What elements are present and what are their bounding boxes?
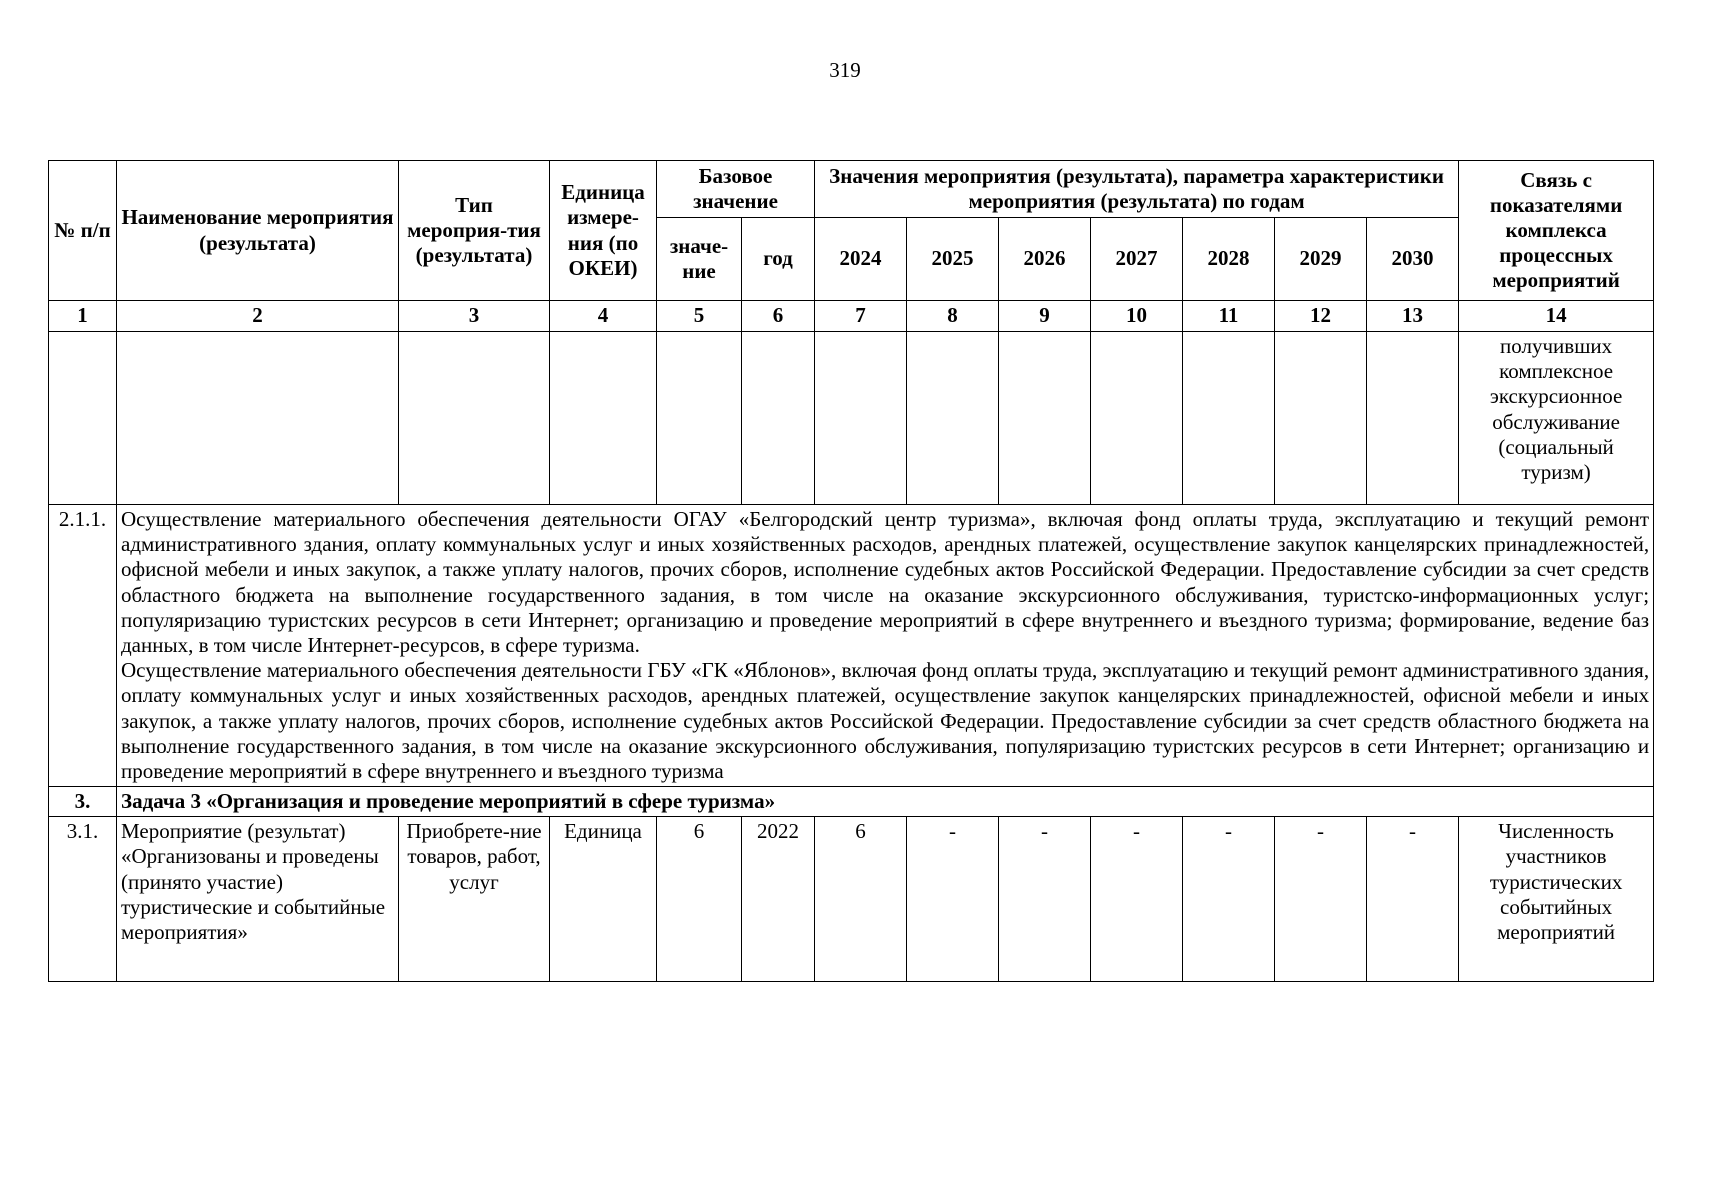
value-2029: - bbox=[1275, 817, 1367, 982]
column-number: 14 bbox=[1459, 301, 1654, 332]
header-link: Связь с показателями комплекса процессных мероприятий bbox=[1459, 161, 1654, 301]
row-description bbox=[117, 505, 1654, 787]
header-year-2030: 2030 bbox=[1367, 218, 1459, 301]
column-number: 4 bbox=[550, 301, 657, 332]
row-number: 2.1.1. bbox=[49, 505, 117, 787]
row-task-3 bbox=[49, 787, 1654, 817]
page-number: 319 bbox=[829, 58, 861, 82]
value-2028: - bbox=[1183, 817, 1275, 982]
description-paragraph-2: Осуществление материального обеспечения деятельности ГБУ «ГК «Яблонов», включая фонд оплаты труда, эксплуатацию и текущий ремонт административного здания, оплату коммунальных услуг и иных хозяйственных расходов, арендных платежей, осуществление закупок канцелярских принадлежностей, офисной мебели и иных закупок, а также уплату налогов, прочих сборов, исполнение судебных актов Российской Федерации. Предоставление субсидии за счет средств областного бюджета на выполнение государственного задания, в том числе на оказание экскурсионного обслуживания, популяризацию туристских ресурсов в сети Интернет; организацию и проведение мероприятий в сфере внутреннего и въездного туризма bbox=[121, 658, 1650, 783]
row-number: 3. bbox=[49, 787, 117, 817]
base-year: 2022 bbox=[742, 817, 815, 982]
column-number: 5 bbox=[657, 301, 742, 332]
column-number: 1 bbox=[49, 301, 117, 332]
column-number: 12 bbox=[1275, 301, 1367, 332]
empty-cell bbox=[1091, 332, 1183, 505]
column-number: 13 bbox=[1367, 301, 1459, 332]
header-values-group: Значения мероприятия (результата), параметра характеристики мероприятия (результата) по годам bbox=[815, 161, 1459, 218]
column-number: 6 bbox=[742, 301, 815, 332]
column-number: 8 bbox=[907, 301, 999, 332]
empty-cell bbox=[999, 332, 1091, 505]
description-paragraph-1: Осуществление материального обеспечения деятельности ОГАУ «Белгородский центр туризма», включая фонд оплаты труда, эксплуатацию и текущий ремонт административного здания, оплату коммунальных услуг и иных хозяйственных расходов, арендных платежей, осуществление закупок канцелярских принадлежностей, офисной мебели и иных закупок, а также уплату налогов, прочих сборов, исполнение судебных актов Российской Федерации. Предоставление субсидии за счет средств областного бюджета на выполнение государственного задания, в том числе на оказание экскурсионного обслуживания, туристско-информационных услуг; популяризацию туристских ресурсов в сети Интернет; организацию и проведение мероприятий в сфере внутреннего и въездного туризма; формирование, ведение баз данных, в том числе Интернет-ресурсов, в сфере туризма. bbox=[121, 507, 1650, 657]
link-indicator: Численность участников туристических событийных мероприятий bbox=[1459, 817, 1654, 982]
activity-unit: Единица bbox=[550, 817, 657, 982]
row-3-1 bbox=[49, 817, 1654, 982]
continuation-row bbox=[49, 332, 1654, 505]
empty-cell bbox=[1183, 332, 1275, 505]
header-year-2024: 2024 bbox=[815, 218, 907, 301]
header-type: Тип мероприя-тия (результата) bbox=[399, 161, 550, 301]
header-base: Базовое значение bbox=[657, 161, 815, 218]
empty-cell bbox=[1367, 332, 1459, 505]
header-unit: Единица измере-ния (по ОКЕИ) bbox=[550, 161, 657, 301]
value-2027: - bbox=[1091, 817, 1183, 982]
header-year-2029: 2029 bbox=[1275, 218, 1367, 301]
activity-type: Приобрете-ние товаров, работ, услуг bbox=[399, 817, 550, 982]
column-number: 3 bbox=[399, 301, 550, 332]
row-number: 3.1. bbox=[49, 817, 117, 982]
empty-cell bbox=[1275, 332, 1367, 505]
header-base-value: значе-ние bbox=[657, 218, 742, 301]
empty-cell bbox=[657, 332, 742, 505]
empty-cell bbox=[117, 332, 399, 505]
empty-cell bbox=[742, 332, 815, 505]
header-year-2025: 2025 bbox=[907, 218, 999, 301]
empty-cell bbox=[815, 332, 907, 505]
header-year-2027: 2027 bbox=[1091, 218, 1183, 301]
header-base-year: год bbox=[742, 218, 815, 301]
empty-cell bbox=[399, 332, 550, 505]
column-number: 11 bbox=[1183, 301, 1275, 332]
activity-name: Мероприятие (результат) «Организованы и проведены (принято участие) туристические и событийные мероприятия» bbox=[117, 817, 399, 982]
value-2024: 6 bbox=[815, 817, 907, 982]
empty-cell bbox=[49, 332, 117, 505]
empty-cell bbox=[550, 332, 657, 505]
value-2030: - bbox=[1367, 817, 1459, 982]
row-2-1-1 bbox=[49, 505, 1654, 787]
task-title: Задача 3 «Организация и проведение мероприятий в сфере туризма» bbox=[117, 787, 1654, 817]
header-year-2026: 2026 bbox=[999, 218, 1091, 301]
column-number: 2 bbox=[117, 301, 399, 332]
header-name: Наименование мероприятия (результата) bbox=[117, 161, 399, 301]
empty-cell bbox=[907, 332, 999, 505]
base-value: 6 bbox=[657, 817, 742, 982]
value-2026: - bbox=[999, 817, 1091, 982]
column-number: 10 bbox=[1091, 301, 1183, 332]
column-number: 9 bbox=[999, 301, 1091, 332]
value-2025: - bbox=[907, 817, 999, 982]
header-num: № п/п bbox=[49, 161, 117, 301]
continuation-link-text: получивших комплексное экскурсионное обслуживание (социальный туризм) bbox=[1459, 332, 1654, 505]
column-number: 7 bbox=[815, 301, 907, 332]
header-year-2028: 2028 bbox=[1183, 218, 1275, 301]
activities-table bbox=[48, 160, 1654, 982]
column-numbers-row bbox=[49, 301, 1654, 332]
